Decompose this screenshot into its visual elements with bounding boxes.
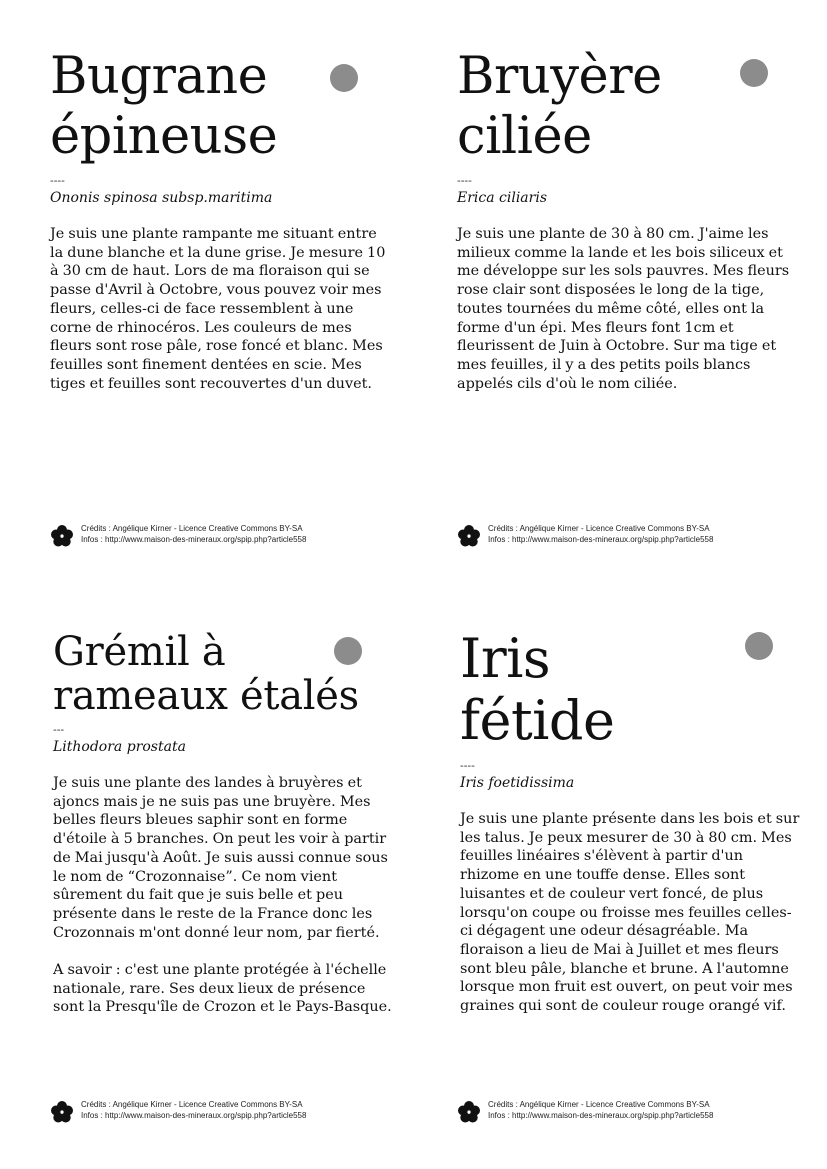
marker-dot-icon [334, 637, 362, 665]
latin-name: Iris foetidissima [460, 775, 575, 791]
marker-dot-icon [330, 64, 358, 92]
plant-card-gremil [53, 630, 393, 1017]
latin-name: Lithodora prostata [53, 739, 186, 755]
separator: ---- [50, 174, 65, 187]
card-title: Grémil à rameaux étalés [53, 629, 359, 719]
flower-icon [51, 1101, 73, 1123]
info-link[interactable]: Infos : http://www.maison-des-mineraux.org/spip.php?article558 [81, 1111, 307, 1120]
flower-icon [458, 1101, 480, 1123]
card-title: Bruyère ciliée [457, 47, 662, 166]
info-link[interactable]: Infos : http://www.maison-des-mineraux.org/spip.php?article558 [488, 535, 714, 544]
marker-dot-icon [740, 59, 768, 87]
credits-line: Crédits : Angélique Kirner - Licence Creative Commons BY-SA [81, 524, 303, 533]
description: Je suis une plante de 30 à 80 cm. J'aime les milieux comme la lande et les bois siliceux et me développe sur les sols pauvres. Mes fleurs rose clair sont disposées le long de la tige, toutes tournées du même côté, elles ont la forme d'un épi. Mes fleurs font 1cm et fleurissent de Juin à Octobre. Sur ma tige et mes feuilles, il y a des petits poils blancs appelés cils d'où le nom ciliée. [457, 226, 790, 392]
credits-line: Crédits : Angélique Kirner - Licence Creative Commons BY-SA [488, 1100, 710, 1109]
credits-line: Crédits : Angélique Kirner - Licence Creative Commons BY-SA [488, 524, 710, 533]
credits-line: Crédits : Angélique Kirner - Licence Creative Commons BY-SA [81, 1100, 303, 1109]
description: Je suis une plante présente dans les bois et sur les talus. Je peux mesurer de 30 à 80 cm. Mes feuilles linéaires s'élèvent à partir d'un rhizome en une touffe dense. Elles sont luisantes et de couleur vert foncé, de plus lorsqu'on coupe ou froisse mes feuilles celles-ci dégagent une odeur désagréable. Ma floraison a lieu de Mai à Juillet et mes fleurs sont bleu pâle, blanche et brune. A l'automne lorsque mon fruit est ouvert, on peut voir mes graines qui sont de couleur rouge orangé vif. [460, 811, 800, 1015]
plant-card-bruyere [457, 47, 797, 393]
separator: ---- [460, 759, 475, 772]
info-link[interactable]: Infos : http://www.maison-des-mineraux.org/spip.php?article558 [488, 1111, 714, 1120]
latin-name: Ononis spinosa subsp.maritima [50, 190, 273, 206]
separator: --- [53, 723, 65, 736]
plant-card-iris [460, 628, 800, 1016]
description: Je suis une plante rampante me situant entre la dune blanche et la dune grise. Je mesure 10 à 30 cm de haut. Lors de ma floraison qui se passe d'Avril à Octobre, vous pouvez voir mes fleurs, celles-ci de face ressemblent à une corne de rhinocéros. Les couleurs de mes fleurs sont rose pâle, rose foncé et blanc. Mes feuilles sont finement dentées en scie. Mes tiges et feuilles sont recouvertes d'un duvet. [50, 226, 386, 392]
card-title: Iris fétide [460, 627, 615, 752]
description: Je suis une plante des landes à bruyères et ajoncs mais je ne suis pas une bruyère. Mes belles fleurs bleues saphir sont en forme d'étoile à 5 branches. On peut les voir à partir de Mai jusqu'à Août. Je suis aussi connue sous le nom de “Crozonnaise”. Ce nom vient sûrement du fait que je suis belle et peu présente dans le reste de la France donc les Crozonnais m'ont donné leur nom, par fierté. A savoir : c'est une plante protégée à l'échelle nationale, rare. Ses deux lieux de présence sont la Presqu'île de Crozon et le Pays-Basque. [53, 775, 392, 1016]
card-title: Bugrane épineuse [50, 47, 278, 166]
plant-card-bugrane [50, 47, 390, 393]
latin-name: Erica ciliaris [457, 190, 548, 206]
separator: ---- [457, 174, 472, 187]
info-link[interactable]: Infos : http://www.maison-des-mineraux.org/spip.php?article558 [81, 535, 307, 544]
flower-icon [51, 525, 73, 547]
marker-dot-icon [745, 632, 773, 660]
flower-icon [458, 525, 480, 547]
